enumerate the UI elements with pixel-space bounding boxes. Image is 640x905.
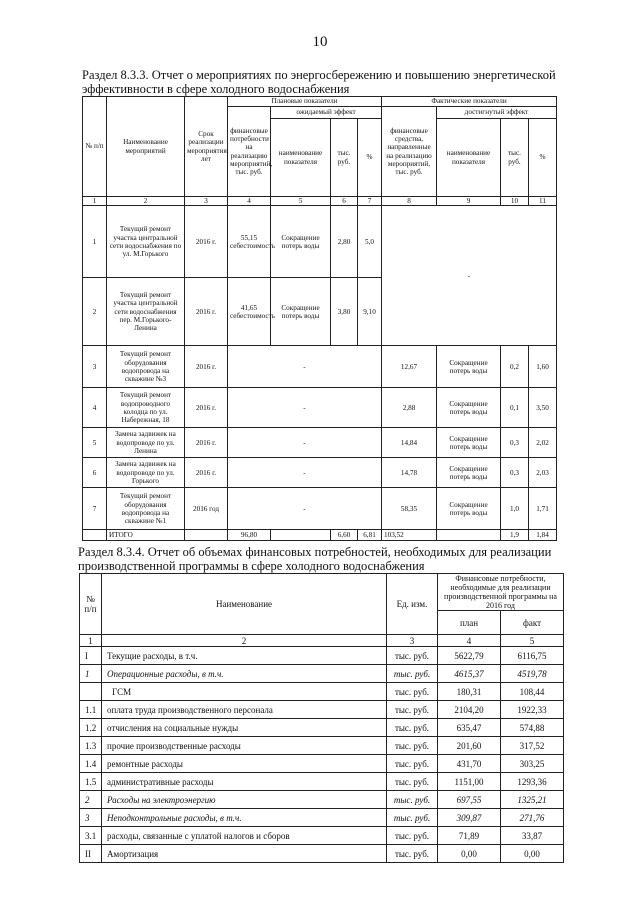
row-term: 2016 г. [185, 278, 228, 346]
row-name: ремонтные расходы [102, 755, 387, 773]
row-term: 2016 г. [185, 206, 228, 278]
header-term: Срок реализации мероприятия, лет [185, 97, 228, 197]
row-name: Замена задвижек на водопроводе по ул. Горького [107, 458, 185, 488]
row-plan: 0,00 [438, 845, 501, 863]
table-row [80, 791, 564, 809]
header-fact-rub: тыс. руб. [501, 119, 529, 197]
row-fact-fin: 12,67 [382, 346, 437, 388]
row-fact-indicator: Сокращение потерь воды [437, 346, 501, 388]
col-number: 1 [83, 197, 107, 206]
row-plan-dash: - [228, 488, 382, 530]
table-row [80, 737, 564, 755]
row-name: Операционные расходы, в т.ч. [102, 665, 387, 683]
row-plan-fin: 41,65 себестоимость [228, 278, 271, 346]
row-plan-pct: 9,10 [358, 278, 382, 346]
header-plan-pct: % [358, 119, 382, 197]
table-row [80, 845, 564, 863]
row-plan: 697,55 [438, 791, 501, 809]
row-name: Замена задвижек на водопроводе по ул. Ленина [107, 428, 185, 458]
row-name: Амортизация [102, 845, 387, 863]
row-no: 7 [83, 488, 107, 530]
col-number: 6 [331, 197, 358, 206]
table-row [80, 683, 564, 701]
row-name: отчисления на социальные нужды [102, 719, 387, 737]
row-name: административные расходы [102, 773, 387, 791]
row-no: 2 [83, 278, 107, 346]
row-plan-indicator: Сокращение потерь воды [271, 278, 331, 346]
row-name: Расходы на электроэнергию [102, 791, 387, 809]
row-fact-pct: 1,60 [529, 346, 557, 388]
row-unit: тыс. руб. [387, 701, 438, 719]
col-number: 1 [80, 635, 102, 647]
row-plan-dash: - [228, 388, 382, 428]
row-plan-indicator: Сокращение потерь воды [271, 206, 331, 278]
row-fact: 303,25 [501, 755, 564, 773]
row-fact-pct: 2,02 [529, 428, 557, 458]
row-fact-fin: 2,88 [382, 388, 437, 428]
row-term: 2016 г. [185, 388, 228, 428]
row-unit: тыс. руб. [387, 665, 438, 683]
row-fact-rub: 0,1 [501, 388, 529, 428]
row-plan-pct: 5,0 [358, 206, 382, 278]
total-plan-fin: 96,80 [228, 530, 271, 541]
col-number: 3 [387, 635, 438, 647]
header-plan-fin: финансовые потребности на реализацию мероприятий, тыс. руб. [228, 107, 271, 197]
row-unit: тыс. руб. [387, 755, 438, 773]
row-name: Текущий ремонт участка центральной сети водоснабжения пер. М.Горького-Ленина [107, 278, 185, 346]
col-number: 3 [185, 197, 228, 206]
row-name: Текущий ремонт водопроводного колодца по ул. Набережная, 18 [107, 388, 185, 428]
row-unit: тыс. руб. [387, 737, 438, 755]
row-name: Текущий ремонт оборудования водопровода на скважине №1 [107, 488, 185, 530]
row-plan-dash: - [228, 346, 382, 388]
col-number: 5 [271, 197, 331, 206]
col-number: 7 [358, 197, 382, 206]
row-plan: 180,31 [438, 683, 501, 701]
row-name: оплата труда производственного персонала [102, 701, 387, 719]
total-fact-rub: 1,9 [501, 530, 529, 541]
row-no: 3 [83, 346, 107, 388]
row-fact-indicator: Сокращение потерь воды [437, 488, 501, 530]
row-unit: тыс. руб. [387, 647, 438, 665]
col-number: 2 [107, 197, 185, 206]
row-name: Текущий ремонт участка центральной сети водоснабжения по ул. М.Горького [107, 206, 185, 278]
row-no: 3 [80, 809, 102, 827]
row-fact-indicator: Сокращение потерь воды [437, 388, 501, 428]
header-fact: факт [501, 611, 564, 635]
page-number: 10 [312, 34, 328, 50]
header-planned: Плановые показатели [228, 97, 382, 107]
row-fact-indicator: Сокращение потерь воды [437, 428, 501, 458]
table-row [80, 773, 564, 791]
row-fact: 1325,21 [501, 791, 564, 809]
row-no: 1 [83, 206, 107, 278]
row-name: ГСМ [102, 683, 387, 701]
row-fact-rub: 1,0 [501, 488, 529, 530]
row-fact: 574,88 [501, 719, 564, 737]
row-name: Текущий ремонт оборудования водопровода на скважине №3 [107, 346, 185, 388]
total-fact-fin: 103,52 [382, 530, 437, 541]
row-plan: 4615,37 [438, 665, 501, 683]
header-plan-rub: тыс. руб. [331, 119, 358, 197]
row-fact-pct: 2,03 [529, 458, 557, 488]
row-fact-pct: 3,50 [529, 388, 557, 428]
table-row [83, 346, 557, 388]
col-number: 4 [438, 635, 501, 647]
row-no: 1.1 [80, 701, 102, 719]
row-plan: 2104,20 [438, 701, 501, 719]
table-row [80, 809, 564, 827]
row-no: 2 [80, 791, 102, 809]
header-fact-indicator: наименование показателя [437, 119, 501, 197]
col-number: 8 [382, 197, 437, 206]
col-number: 9 [437, 197, 501, 206]
row-no: II [80, 845, 102, 863]
col-number: 4 [228, 197, 271, 206]
row-fact-pct: 1,71 [529, 488, 557, 530]
header-plan-indicator: наименование показателя [271, 119, 331, 197]
row-name: прочие производственные расходы [102, 737, 387, 755]
table-row [83, 458, 557, 488]
header-fact-effect: достигнутый эффект [437, 107, 557, 119]
row-plan: 5622,79 [438, 647, 501, 665]
section-8-3-4-title: Раздел 8.3.4. Отчет об объемах финансовых потребностей, необходимых для реализации производственной программы в сфере холодного водоснабжения [78, 545, 552, 573]
row-no: I [80, 647, 102, 665]
table-row [80, 647, 564, 665]
row-unit: тыс. руб. [387, 791, 438, 809]
row-fact: 1922,33 [501, 701, 564, 719]
row-no: 1.5 [80, 773, 102, 791]
table-row [80, 665, 564, 683]
row-fact-indicator: Сокращение потерь воды [437, 458, 501, 488]
column-numbers-row [80, 635, 564, 647]
table-row [83, 428, 557, 458]
row-plan: 431,70 [438, 755, 501, 773]
row-fact-fin: 58,35 [382, 488, 437, 530]
row-no: 3.1 [80, 827, 102, 845]
section-8-3-3-title: Раздел 8.3.3. Отчет о мероприятиях по энергосбережению и повышению энергетической эффективности в сфере холодного водоснабжения [82, 68, 556, 96]
total-fact-pct: 1,84 [529, 530, 557, 541]
row-plan: 201,60 [438, 737, 501, 755]
row-plan: 71,89 [438, 827, 501, 845]
header-fact-fin: финансовые средства, направленные на реализацию мероприятий, тыс. руб. [382, 107, 437, 197]
row-unit: тыс. руб. [387, 683, 438, 701]
row-fact-dash: - [467, 271, 471, 280]
table-row [83, 488, 557, 530]
row-unit: тыс. руб. [387, 773, 438, 791]
row-unit: тыс. руб. [387, 719, 438, 737]
col-number: 5 [501, 635, 564, 647]
header-no: № п/п [80, 574, 102, 635]
row-no: 4 [83, 388, 107, 428]
row-fact: 33,87 [501, 827, 564, 845]
row-no [80, 683, 102, 701]
row-no: 1.4 [80, 755, 102, 773]
header-name: Наименование [102, 574, 387, 635]
header-name: Наименование мероприятий [107, 97, 185, 197]
table-row [80, 701, 564, 719]
table-row [80, 755, 564, 773]
column-numbers-row [83, 197, 557, 206]
row-unit: тыс. руб. [387, 845, 438, 863]
row-plan: 1151,00 [438, 773, 501, 791]
row-fact-rub: 0,2 [501, 346, 529, 388]
row-term: 2016 год [185, 488, 228, 530]
header-financial-needs: Финансовые потребности, необходимые для реализации производственной программы на 2016 год [438, 574, 564, 611]
energy-saving-measures-table [82, 96, 557, 541]
col-number: 10 [501, 197, 529, 206]
row-fact-rub: 0,3 [501, 458, 529, 488]
row-term: 2016 г. [185, 428, 228, 458]
header-no: № п/п [83, 97, 107, 197]
table-row [83, 388, 557, 428]
header-fact-pct: % [529, 119, 557, 197]
row-plan-dash: - [228, 428, 382, 458]
total-plan-pct: 6,81 [358, 530, 382, 541]
row-fact-fin: 14,78 [382, 458, 437, 488]
row-plan-fin: 55,15 себестоимость [228, 206, 271, 278]
total-row [83, 530, 557, 541]
row-no: 6 [83, 458, 107, 488]
header-actual: Фактические показатели [382, 97, 557, 107]
total-plan-rub: 6,60 [331, 530, 358, 541]
header-plan: план [438, 611, 501, 635]
row-plan-rub: 3,80 [331, 278, 358, 346]
header-plan-effect: ожидаемый эффект [271, 107, 382, 119]
row-fact-rub: 0,3 [501, 428, 529, 458]
col-number: 2 [102, 635, 387, 647]
row-name: расходы, связанные с уплатой налогов и сборов [102, 827, 387, 845]
row-fact: 6116,75 [501, 647, 564, 665]
row-name: Неподконтрольные расходы, в т.ч. [102, 809, 387, 827]
row-fact-empty [382, 206, 557, 346]
row-plan-rub: 2,80 [331, 206, 358, 278]
row-name: Текущие расходы, в т.ч. [102, 647, 387, 665]
row-fact: 317,52 [501, 737, 564, 755]
header-unit: Ед. изм. [387, 574, 438, 635]
row-plan: 635,47 [438, 719, 501, 737]
row-fact: 0,00 [501, 845, 564, 863]
col-number: 11 [529, 197, 557, 206]
row-fact: 1293,36 [501, 773, 564, 791]
row-no: 1.2 [80, 719, 102, 737]
row-plan-dash: - [228, 458, 382, 488]
table-row [80, 719, 564, 737]
row-fact: 4519,78 [501, 665, 564, 683]
row-unit: тыс. руб. [387, 809, 438, 827]
row-no: 1.3 [80, 737, 102, 755]
financial-needs-table [79, 573, 564, 863]
table-row [80, 827, 564, 845]
row-term: 2016 г. [185, 458, 228, 488]
row-fact: 108,44 [501, 683, 564, 701]
row-plan: 309,87 [438, 809, 501, 827]
row-term: 2016 г. [185, 346, 228, 388]
total-label: ИТОГО [107, 530, 185, 541]
row-fact: 271,76 [501, 809, 564, 827]
row-no: 1 [80, 665, 102, 683]
row-unit: тыс. руб. [387, 827, 438, 845]
row-fact-fin: 14,84 [382, 428, 437, 458]
row-no: 5 [83, 428, 107, 458]
table-row [83, 206, 557, 278]
